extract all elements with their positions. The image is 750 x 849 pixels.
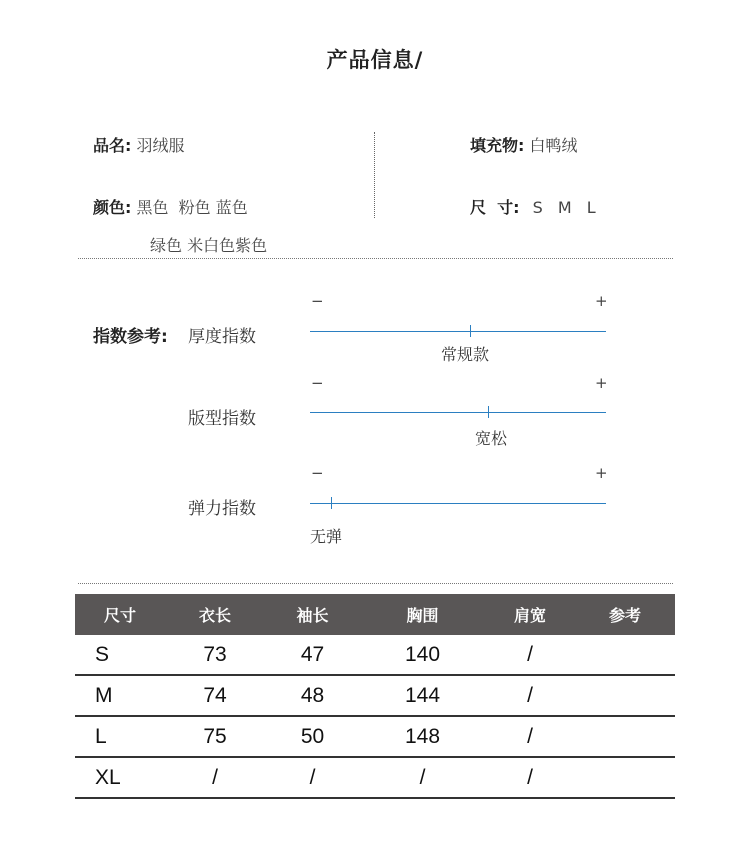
minus-sign: −: [311, 292, 324, 310]
cell-shoulder: /: [485, 716, 575, 757]
product-name-value: 羽绒服: [136, 136, 185, 155]
cell-size: M: [75, 675, 165, 716]
index-name: 厚度指数: [188, 327, 256, 347]
cell-chest: 144: [360, 675, 485, 716]
cell-sleeve: 50: [265, 716, 360, 757]
color-values-line2: 绿色 米白色紫色: [150, 236, 268, 255]
cell-reference: [575, 635, 675, 675]
cell-sleeve: /: [265, 757, 360, 798]
info-column-divider: [374, 132, 375, 218]
size-label: 尺 寸:: [470, 198, 520, 217]
scale-marker: [470, 325, 471, 337]
cell-reference: [575, 716, 675, 757]
color-label: 颜色:: [93, 198, 132, 217]
cell-length: 73: [165, 635, 265, 675]
header-shoulder: 肩宽: [485, 594, 575, 635]
section-divider-2: [78, 583, 673, 584]
index-name: 版型指数: [188, 409, 256, 429]
marker-label: 无弹: [310, 527, 343, 546]
index-label: 指数参考:: [93, 327, 168, 347]
header-sleeve: 袖长: [265, 594, 360, 635]
scale-line: [310, 331, 606, 332]
cell-length: /: [165, 757, 265, 798]
table-row: [75, 757, 675, 798]
plus-sign: +: [595, 464, 608, 482]
cell-chest: 148: [360, 716, 485, 757]
cell-reference: [575, 757, 675, 798]
size-value: S M L: [532, 198, 601, 217]
plus-sign: +: [595, 374, 608, 392]
cell-size: S: [75, 635, 165, 675]
cell-length: 75: [165, 716, 265, 757]
product-name-row: [93, 133, 185, 156]
section-divider-1: [78, 258, 673, 259]
marker-label: 常规款: [441, 345, 490, 364]
cell-length: 74: [165, 675, 265, 716]
filler-value: 白鸭绒: [529, 136, 578, 155]
minus-sign: −: [311, 464, 324, 482]
header-reference: 参考: [575, 594, 675, 635]
product-name-label: 品名:: [93, 136, 132, 155]
size-table: [75, 594, 675, 799]
cell-sleeve: 48: [265, 675, 360, 716]
header-chest: 胸围: [360, 594, 485, 635]
scale-marker: [488, 406, 489, 418]
index-name: 弹力指数: [188, 499, 256, 519]
cell-sleeve: 47: [265, 635, 360, 675]
scale-line: [310, 412, 606, 413]
marker-label: 宽松: [475, 429, 508, 448]
filler-row: [470, 133, 578, 156]
filler-label: 填充物:: [470, 136, 525, 155]
cell-chest: /: [360, 757, 485, 798]
cell-reference: [575, 675, 675, 716]
table-row: [75, 675, 675, 716]
header-size: 尺寸: [75, 594, 165, 635]
table-header-row: [75, 594, 675, 635]
size-row: [470, 195, 601, 218]
minus-sign: −: [311, 374, 324, 392]
cell-shoulder: /: [485, 757, 575, 798]
table-row: [75, 716, 675, 757]
scale-line: [310, 503, 606, 504]
scale-marker: [331, 497, 332, 509]
color-row: [93, 195, 248, 218]
cell-shoulder: /: [485, 635, 575, 675]
cell-shoulder: /: [485, 675, 575, 716]
plus-sign: +: [595, 292, 608, 310]
color-values-line1: 黑色 粉色 蓝色: [136, 198, 248, 217]
cell-chest: 140: [360, 635, 485, 675]
cell-size: XL: [75, 757, 165, 798]
header-length: 衣长: [165, 594, 265, 635]
table-row: [75, 635, 675, 675]
cell-size: L: [75, 716, 165, 757]
page-title: 产品信息/: [326, 48, 424, 72]
